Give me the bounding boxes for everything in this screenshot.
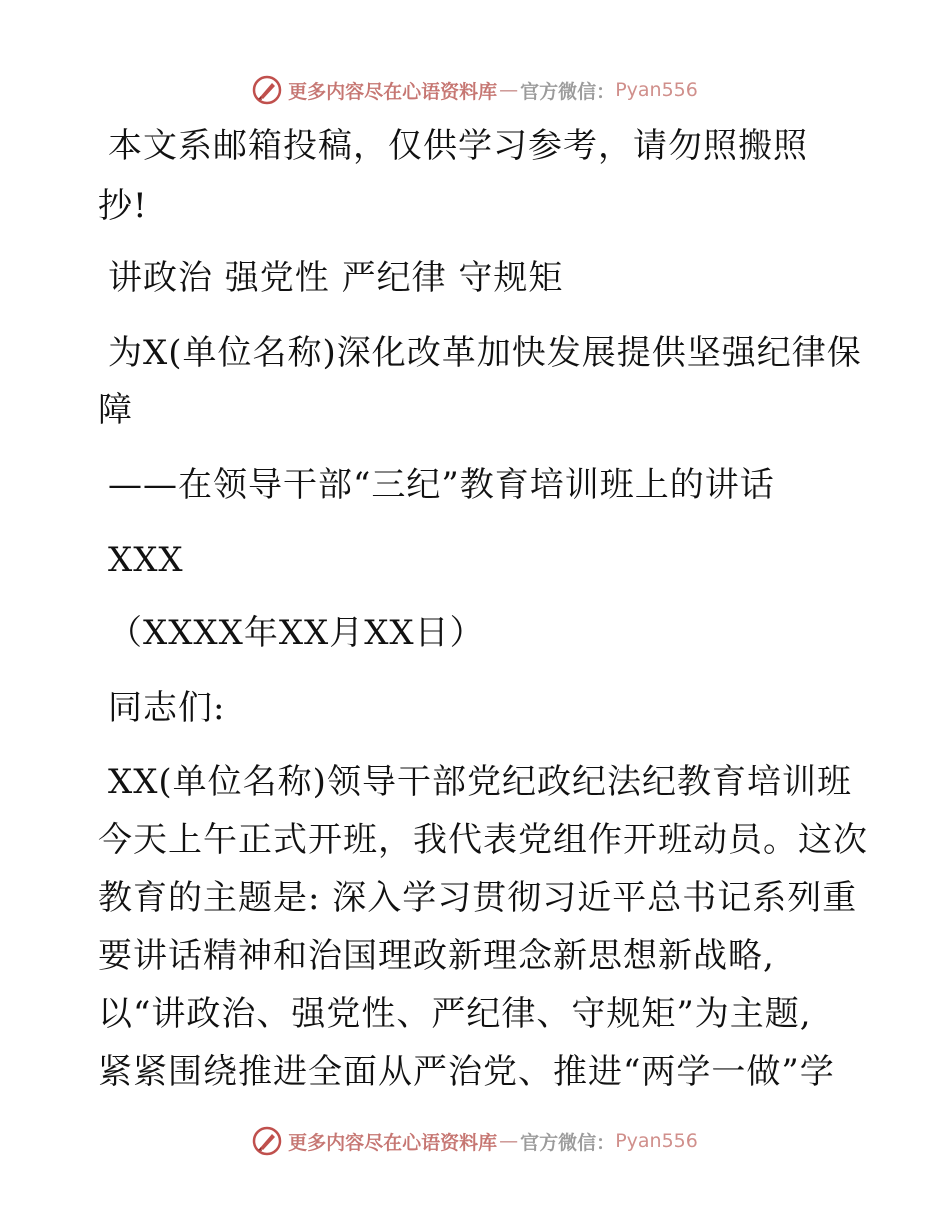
watermark-footer (0, 1121, 950, 1161)
watermark-wechat-id: Pyan556 (615, 79, 698, 101)
body-line: 要讲话精神和治国理政新理念新思想新战略, (98, 936, 775, 976)
date: （XXXX年XX月XX日） (108, 613, 485, 653)
author: XXX (108, 540, 184, 580)
watermark-main-text: 更多内容尽在心语资料库 (288, 80, 498, 103)
body-line: 以“讲政治、强党性、严纪律、守规矩”为主题, (98, 994, 812, 1034)
watermark-main-text: 更多内容尽在心语资料库 (288, 1131, 498, 1154)
watermark-separator: — (499, 1130, 519, 1152)
title-line-1: 为X(单位名称)深化改革加快发展提供坚强纪律保 (108, 333, 862, 373)
body-line: XX(单位名称)领导干部党纪政纪法纪教育培训班 (108, 762, 852, 802)
pen-logo-icon (252, 1126, 282, 1156)
watermark-wechat-label: 官方微信： (520, 80, 616, 103)
body-line: 今天上午正式开班，我代表党组作开班动员。这次 (98, 820, 868, 860)
notice-line-1: 本文系邮箱投稿，仅供学习参考，请勿照搬照 (108, 126, 808, 166)
watermark-separator: — (499, 79, 519, 101)
pen-logo-icon (252, 75, 282, 105)
watermark-wechat-id: Pyan556 (615, 1130, 698, 1152)
subtitle: ——在领导干部“三纪”教育培训班上的讲话 (108, 465, 775, 505)
watermark-wechat-label: 官方微信： (520, 1131, 616, 1154)
watermark-header (0, 70, 950, 110)
title-line-2: 障 (98, 390, 133, 430)
body-line: 紧紧围绕推进全面从严治党、推进“两学一做”学 (98, 1052, 835, 1092)
body-line: 教育的主题是: 深入学习贯彻习近平总书记系列重 (98, 878, 858, 918)
notice-line-2: 抄! (98, 186, 148, 226)
salutation: 同志们: (108, 688, 226, 728)
slogan: 讲政治 强党性 严纪律 守规矩 (108, 258, 564, 298)
